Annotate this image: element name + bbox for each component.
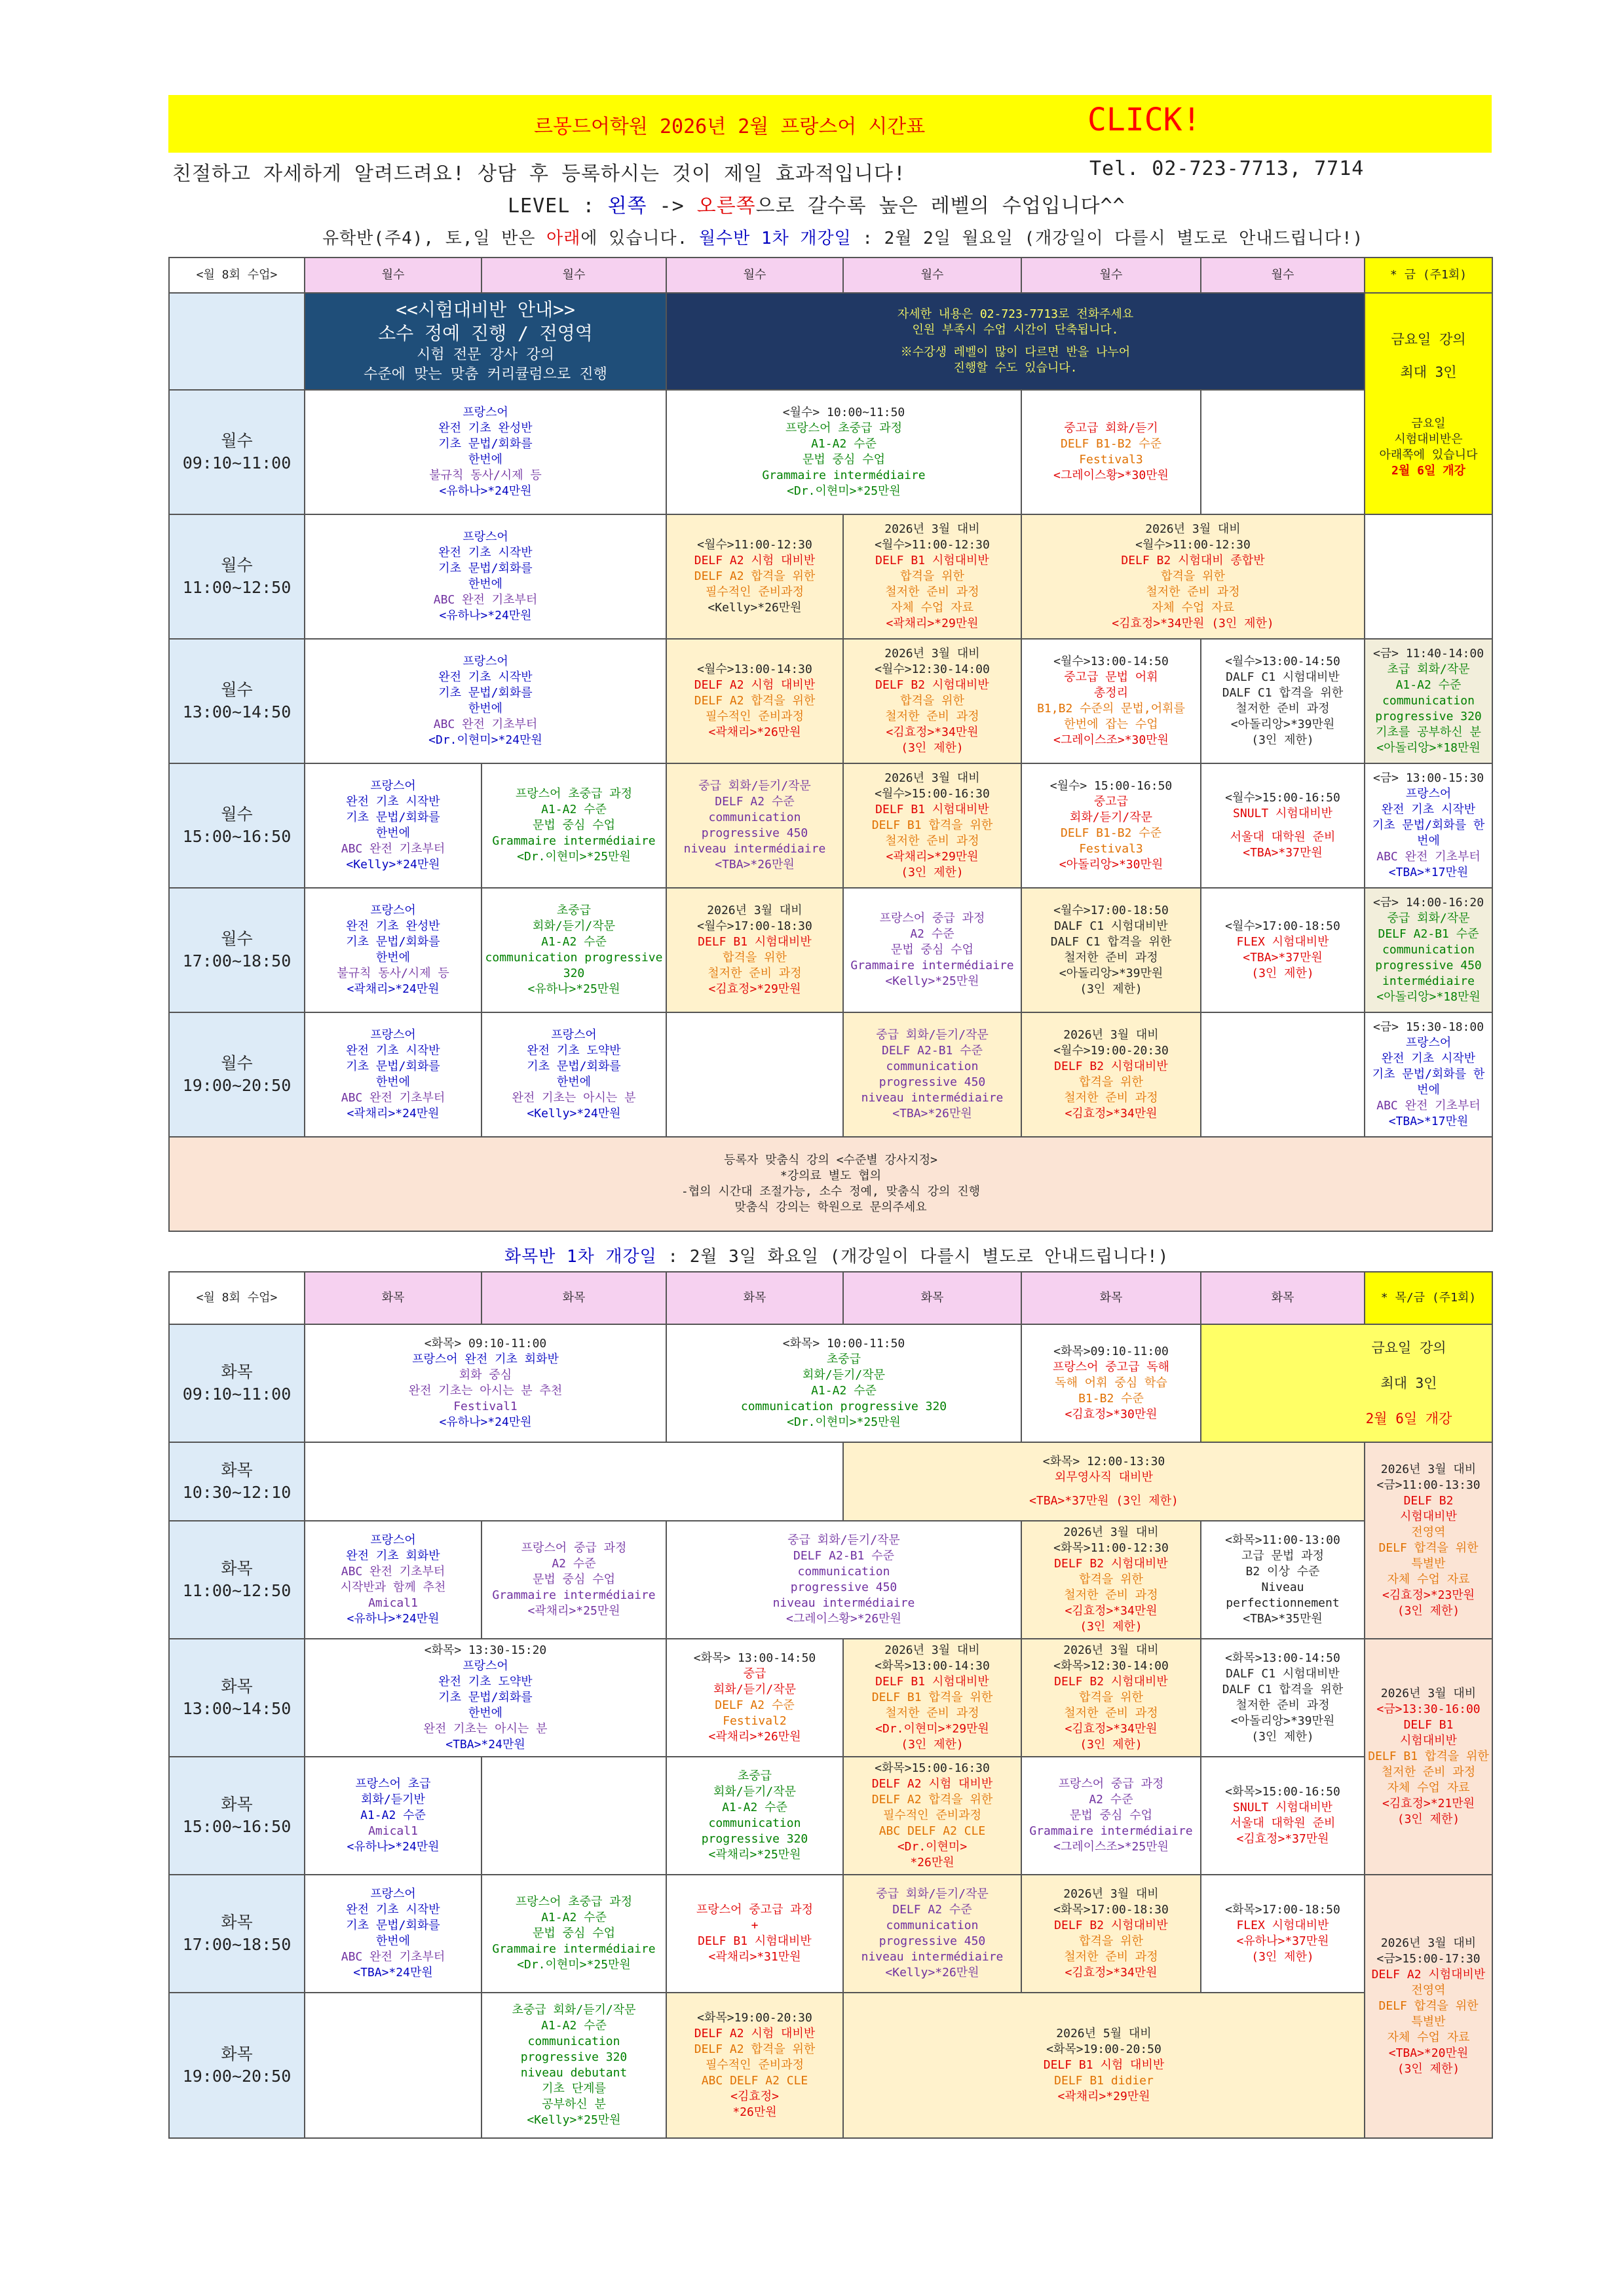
- tt-head-col: 화목: [1021, 1272, 1201, 1324]
- class-cell: <월수>13:00-14:30 DELF A2 시험 대비반 DELF A2 합격을 위한 필수적인 준비과정 <곽채리>*26만원: [666, 639, 843, 763]
- class-cell: 프랑스어 초급 회화/듣기반 A1-A2 수준 Amical1 <유하나>*24만원: [305, 1757, 482, 1875]
- mw-head-col: 월수: [482, 258, 666, 293]
- class-cell: 2026년 3월 대비 <월수>15:00-16:30 DELF B1 시험대비반 DELF B1 합격을 위한 철저한 준비 과정 <곽채리>*29만원 (3인 제한): [843, 763, 1021, 888]
- class-cell: <월수>15:00-16:50 SNULT 시험대비반 서울대 대학원 준비 <TBA>*37만원: [1201, 763, 1365, 888]
- class-cell: 초중급 회화/듣기/작문 A1-A2 수준 communication progressive 320 <곽채리>*25만원: [666, 1757, 843, 1875]
- empty-cell: [1201, 1012, 1365, 1137]
- class-cell: 2026년 3월 대비 <월수>11:00-12:30 DELF B1 시험대비반 합격을 위한 철저한 준비 과정 자체 수업 자료 <곽채리>*29만원: [843, 514, 1021, 639]
- mw-head-fri: * 금 (주1회): [1365, 258, 1492, 293]
- time-slot: 월수 11:00~12:50: [169, 514, 305, 639]
- time-slot: 월수 19:00~20:50: [169, 1012, 305, 1137]
- mw-head-col: 월수: [1201, 258, 1365, 293]
- class-cell: 프랑스어 완전 기초 시작반 기초 문법/회화를 한번에 ABC 완전 기초부터 <Dr.이현미>*24만원: [305, 639, 666, 763]
- class-cell: 프랑스어 완전 기초 시작반 기초 문법/회화를 한번에 ABC 완전 기초부터 <곽채리>*24만원: [305, 1012, 482, 1137]
- fri-class-cell: <금> 13:00-15:30 프랑스어 완전 기초 시작반 기초 문법/회화를 한 번에 ABC 완전 기초부터 <TBA>*17만원: [1365, 763, 1492, 888]
- class-cell: 중급 회화/듣기/작문 DELF A2-B1 수준 communication progressive 450 niveau intermédiaire <그레이스황>*26만원: [666, 1521, 1021, 1639]
- class-cell: 프랑스어 완전 기초 시작반 기초 문법/회화를 한번에 ABC 완전 기초부터 <Kelly>*24만원: [305, 763, 482, 888]
- time-slot: 화목 19:00~20:50: [169, 1993, 305, 2138]
- fri-class-cell: 2026년 3월 대비 <금>13:30-16:00 DELF B1 시험대비반 DELF B1 합격을 위한 철저한 준비 과정 자체 수업 자료 <김효정>*21만원 (3인 제한): [1365, 1639, 1492, 1875]
- tt-head-col: 화목: [305, 1272, 482, 1324]
- empty-cell: [666, 1012, 843, 1137]
- mw-head-col: 월수: [666, 258, 843, 293]
- class-cell: <화목>13:00-14:50 DALF C1 시험대비반 DALF C1 합격을 위한 철저한 준비 과정 <아돌리앙>*39만원 (3인 제한): [1201, 1639, 1365, 1757]
- mw-fri-info: 금요일 강의 최대 3인 금요일 시험대비반은 아래쪽에 있습니다 2월 6일 개강: [1365, 293, 1492, 514]
- empty-cell: [1365, 514, 1492, 639]
- tt-head-fri: * 목/금 (주1회): [1365, 1272, 1492, 1324]
- class-cell: <월수>17:00-18:50 DALF C1 시험대비반 DALF C1 합격을 위한 철저한 준비 과정 <아돌리앙>*39만원 (3인 제한): [1021, 888, 1201, 1012]
- fri-class-cell: <금> 15:30-18:00 프랑스어 완전 기초 시작반 기초 문법/회화를 한 번에 ABC 완전 기초부터 <TBA>*17만원: [1365, 1012, 1492, 1137]
- tt-open-notice: 화목반 1차 개강일 : 2월 3일 화요일 (개강일이 다를시 별도로 안내드립니다!): [504, 1247, 1169, 1267]
- class-cell: 2026년 3월 대비 <화목>12:30-14:00 DELF B2 시험대비반 합격을 위한 철저한 준비 과정 <김효정>*34만원 (3인 제한): [1021, 1639, 1201, 1757]
- class-cell: 2026년 3월 대비 <화목>17:00-18:30 DELF B2 시험대비반 합격을 위한 철저한 준비 과정 <김효정>*34만원: [1021, 1875, 1201, 1993]
- mw-open-notice: 유학반(주4), 토,일 반은 아래에 있습니다. 월수반 1차 개강일 : 2월 2일 월요일 (개강일이 다를시 별도로 안내드립니다!): [322, 229, 1364, 248]
- empty-cell: [1201, 390, 1365, 514]
- class-cell: 2026년 3월 대비 <월수>19:00-20:30 DELF B2 시험대비반 합격을 위한 철저한 준비 과정 <김효정>*34만원: [1021, 1012, 1201, 1137]
- class-cell: 초중급 회화/듣기/작문 A1-A2 수준 communication progressive 320 <유하나>*25만원: [482, 888, 666, 1012]
- time-slot: 월수 17:00~18:50: [169, 888, 305, 1012]
- custom-class-notice: 등록자 맞춤식 강의 <수준별 강사지정> *강의료 별도 협의 -협의 시간대 조절가능, 소수 정예, 맞춤식 강의 진행 맞춤식 강의는 학원으로 문의주세요: [169, 1137, 1492, 1231]
- mw-head-corner: <월 8회 수업>: [169, 258, 305, 293]
- tt-head-col: 화목: [1201, 1272, 1365, 1324]
- time-slot: 화목 17:00~18:50: [169, 1875, 305, 1993]
- class-cell: <화목> 10:00-11:50 초중급 회화/듣기/작문 A1-A2 수준 communication progressive 320 <Dr.이현미>*25만원: [666, 1324, 1021, 1442]
- class-cell: 프랑스어 초중급 과정 A1-A2 수준 문법 중심 수업 Grammaire intermédiaire <Dr.이현미>*25만원: [482, 1875, 666, 1993]
- class-cell: <월수>17:00-18:50 FLEX 시험대비반 <TBA>*37만원 (3인 제한): [1201, 888, 1365, 1012]
- time-slot: 화목 10:30~12:10: [169, 1442, 305, 1521]
- fri-class-cell: 2026년 3월 대비 <금>15:00-17:30 DELF A2 시험대비반 전영역 DELF 합격을 위한 특별반 자체 수업 자료 <TBA>*20만원 (3인 제한): [1365, 1875, 1492, 2138]
- intro-text: 친절하고 자세하게 알려드려요! 상담 후 등록하시는 것이 제일 효과적입니다!: [172, 163, 906, 185]
- class-cell: <월수>11:00-12:30 DELF A2 시험 대비반 DELF A2 합격을 위한 필수적인 준비과정 <Kelly>*26만원: [666, 514, 843, 639]
- fri-class-cell: 2026년 3월 대비 <금>11:00-13:30 DELF B2 시험대비반 전영역 DELF 합격을 위한 특별반 자체 수업 자료 <김효정>*23만원 (3인 제한): [1365, 1442, 1492, 1639]
- class-cell: <월수>13:00-14:50 중고급 문법 어휘 총정리 B1,B2 수준의 문법,어휘를 한번에 잡는 수업 <그레이스조>*30만원: [1021, 639, 1201, 763]
- fri-class-cell: <금> 14:00-16:20 중급 회화/작문 DELF A2-B1 수준 communication progressive 450 intermédiaire <아돌리앙>*18만원: [1365, 888, 1492, 1012]
- fri-class-cell: <금> 11:40-14:00 초급 회화/작문 A1-A2 수준 communication progressive 320 기초를 공부하신 분 <아돌리앙>*18만원: [1365, 639, 1492, 763]
- class-cell: <화목>17:00-18:50 FLEX 시험대비반 <유하나>*37만원 (3인 제한): [1201, 1875, 1365, 1993]
- class-cell: <월수> 15:00-16:50 중고급 회화/듣기/작문 DELF B1-B2 수준 Festival3 <아돌리앙>*30만원: [1021, 763, 1201, 888]
- fri-info-cell: 금요일 강의 최대 3인 2월 6일 개강: [1201, 1324, 1492, 1442]
- class-cell: 중급 회화/듣기/작문 DELF A2-B1 수준 communication progressive 450 niveau intermédiaire <TBA>*26만원: [843, 1012, 1021, 1137]
- tt-head-col: 화목: [666, 1272, 843, 1324]
- class-cell: 초중급 회화/듣기/작문 A1-A2 수준 communication progressive 320 niveau debutant 기초 단계를 공부하신 분 <Kelly>*25만원: [482, 1993, 666, 2138]
- mw-head-col: 월수: [843, 258, 1021, 293]
- class-cell: <월수> 10:00~11:50 프랑스어 초중급 과정 A1-A2 수준 문법 중심 수업 Grammaire intermédiaire <Dr.이현미>*25만원: [666, 390, 1021, 514]
- class-cell: 프랑스어 중급 과정 A2 수준 문법 중심 수업 Grammaire intermédiaire <Kelly>*25만원: [843, 888, 1021, 1012]
- class-cell: <화목> 13:30-15:20 프랑스어 완전 기초 도약반 기초 문법/회화를 한번에 완전 기초는 아시는 분 <TBA>*24만원: [305, 1639, 666, 1757]
- exam-info-cell: 자세한 내용은 02-723-7713로 전화주세요 인원 부족시 수업 시간이 단축됩니다. ※수강생 레벨이 많이 다르면 반을 나누어 진행할 수도 있습니다.: [666, 293, 1365, 390]
- mw-head-col: 월수: [305, 258, 482, 293]
- mw-head-col: 월수: [1021, 258, 1201, 293]
- time-slot: 월수 15:00~16:50: [169, 763, 305, 888]
- class-cell: 프랑스어 완전 기초 완성반 기초 문법/회화를 한번에 불규칙 동사/시제 등 <곽채리>*24만원: [305, 888, 482, 1012]
- tt-head-col: 화목: [843, 1272, 1021, 1324]
- class-cell: 프랑스어 중급 과정 A2 수준 문법 중심 수업 Grammaire intermédiaire <곽채리>*25만원: [482, 1521, 666, 1639]
- tt-head-corner: <월 8회 수업>: [169, 1272, 305, 1324]
- empty-cell: [305, 1993, 482, 2138]
- class-cell: <화목> 12:00-13:30 외무영사직 대비반 <TBA>*37만원 (3인 제한): [843, 1442, 1365, 1521]
- exam-guide-cell: <<시험대비반 안내>> 소수 정예 진행 / 전영역 시험 전문 강사 강의 수준에 맞는 맞춤 커리큘럼으로 진행: [305, 293, 666, 390]
- click-link[interactable]: CLICK!: [1087, 102, 1201, 138]
- class-cell: <화목>19:00-20:30 DELF A2 시험 대비반 DELF A2 합격을 위한 필수적인 준비과정 ABC DELF A2 CLE <김효정> *26만원: [666, 1993, 843, 2138]
- class-cell: 프랑스어 완전 기초 회화반 ABC 완전 기초부터 시작반과 함께 추천 Amical1 <유하나>*24만원: [305, 1521, 482, 1639]
- class-cell: <월수>13:00-14:50 DALF C1 시험대비반 DALF C1 합격을 위한 철저한 준비 과정 <아돌리앙>*39만원 (3인 제한): [1201, 639, 1365, 763]
- class-cell: <화목>15:00-16:50 SNULT 시험대비반 서울대 대학원 준비 <김효정>*37만원: [1201, 1757, 1365, 1875]
- empty-cell: [482, 1757, 666, 1875]
- level-text: LEVEL : 왼쪽 -> 오른쪽으로 갈수록 높은 레벨의 수업입니다^^: [508, 195, 1125, 218]
- time-slot: 월수 13:00~14:50: [169, 639, 305, 763]
- time-slot: 화목 11:00~12:50: [169, 1521, 305, 1639]
- time-slot: 화목 13:00~14:50: [169, 1639, 305, 1757]
- class-cell: 2026년 3월 대비 <월수>11:00-12:30 DELF B2 시험대비 종합반 합격을 위한 철저한 준비 과정 자체 수업 자료 <김효정>*34만원 (3인 제한): [1021, 514, 1365, 639]
- time-slot: 화목 09:10~11:00: [169, 1324, 305, 1442]
- class-cell: 중고급 회화/듣기 DELF B1-B2 수준 Festival3 <그레이스황>*30만원: [1021, 390, 1201, 514]
- class-cell: 중급 회화/듣기/작문 DELF A2 수준 communication progressive 450 niveau intermédiaire <Kelly>*26만원: [843, 1875, 1021, 1993]
- class-cell: <화목>15:00-16:30 DELF A2 시험 대비반 DELF A2 합격을 위한 필수적인 준비과정 ABC DELF A2 CLE <Dr.이현미> *26만원: [843, 1757, 1021, 1875]
- class-cell: 2026년 3월 대비 <월수>12:30-14:00 DELF B2 시험대비반 합격을 위한 철저한 준비 과정 <김효정>*34만원 (3인 제한): [843, 639, 1021, 763]
- time-slot: 화목 15:00~16:50: [169, 1757, 305, 1875]
- mw-exam-side: [169, 293, 305, 390]
- class-cell: 프랑스어 초중급 과정 A1-A2 수준 문법 중심 수업 Grammaire intermédiaire <Dr.이현미>*25만원: [482, 763, 666, 888]
- class-cell: <화목>09:10-11:00 프랑스어 중고급 독해 독해 어휘 중심 학습 B1-B2 수준 <김효정>*30만원: [1021, 1324, 1201, 1442]
- class-cell: 프랑스어 완전 기초 도약반 기초 문법/회화를 한번에 완전 기초는 아시는 분 <Kelly>*24만원: [482, 1012, 666, 1137]
- tt-head-col: 화목: [482, 1272, 666, 1324]
- class-cell: 프랑스어 중급 과정 A2 수준 문법 중심 수업 Grammaire intermédiaire <그레이스조>*25만원: [1021, 1757, 1201, 1875]
- page-title: 르몽드어학원 2026년 2월 프랑스어 시간표: [534, 115, 926, 138]
- empty-cell: [305, 1442, 843, 1521]
- class-cell: 프랑스어 완전 기초 완성반 기초 문법/회화를 한번에 불규칙 동사/시제 등 <유하나>*24만원: [305, 390, 666, 514]
- class-cell: 2026년 3월 대비 <화목>11:00-12:30 DELF B2 시험대비반 합격을 위한 철저한 준비 과정 <김효정>*34만원 (3인 제한): [1021, 1521, 1201, 1639]
- time-slot: 월수 09:10~11:00: [169, 390, 305, 514]
- class-cell: 프랑스어 완전 기초 시작반 기초 문법/회화를 한번에 ABC 완전 기초부터 <TBA>*24만원: [305, 1875, 482, 1993]
- class-cell: 2026년 3월 대비 <화목>13:00-14:30 DELF B1 시험대비반 DELF B1 합격을 위한 철저한 준비 과정 <Dr.이현미>*29만원 (3인 제한): [843, 1639, 1021, 1757]
- tel-text: Tel. 02-723-7713, 7714: [1089, 157, 1365, 180]
- class-cell: <화목> 13:00-14:50 중급 회화/듣기/작문 DELF A2 수준 Festival2 <곽채리>*26만원: [666, 1639, 843, 1757]
- mw-timetable: [168, 257, 1493, 1232]
- tt-timetable: [168, 1271, 1493, 2139]
- class-cell: 2026년 3월 대비 <월수>17:00-18:30 DELF B1 시험대비반 합격을 위한 철저한 준비 과정 <김효정>*29만원: [666, 888, 843, 1012]
- class-cell: <화목>11:00-13:00 고급 문법 과정 B2 이상 수준 Niveau perfectionnement <TBA>*35만원: [1201, 1521, 1365, 1639]
- class-cell: 2026년 5월 대비 <화목>19:00-20:50 DELF B1 시험 대비반 DELF B1 didier <곽채리>*29만원: [843, 1993, 1365, 2138]
- class-cell: 중급 회화/듣기/작문 DELF A2 수준 communication progressive 450 niveau intermédiaire <TBA>*26만원: [666, 763, 843, 888]
- class-cell: <화목> 09:10-11:00 프랑스어 완전 기초 회화반 회화 중심 완전 기초는 아시는 분 추천 Festival1 <유하나>*24만원: [305, 1324, 666, 1442]
- class-cell: 프랑스어 완전 기초 시작반 기초 문법/회화를 한번에 ABC 완전 기초부터 <유하나>*24만원: [305, 514, 666, 639]
- class-cell: 프랑스어 중고급 과정 + DELF B1 시험대비반 <곽채리>*31만원: [666, 1875, 843, 1993]
